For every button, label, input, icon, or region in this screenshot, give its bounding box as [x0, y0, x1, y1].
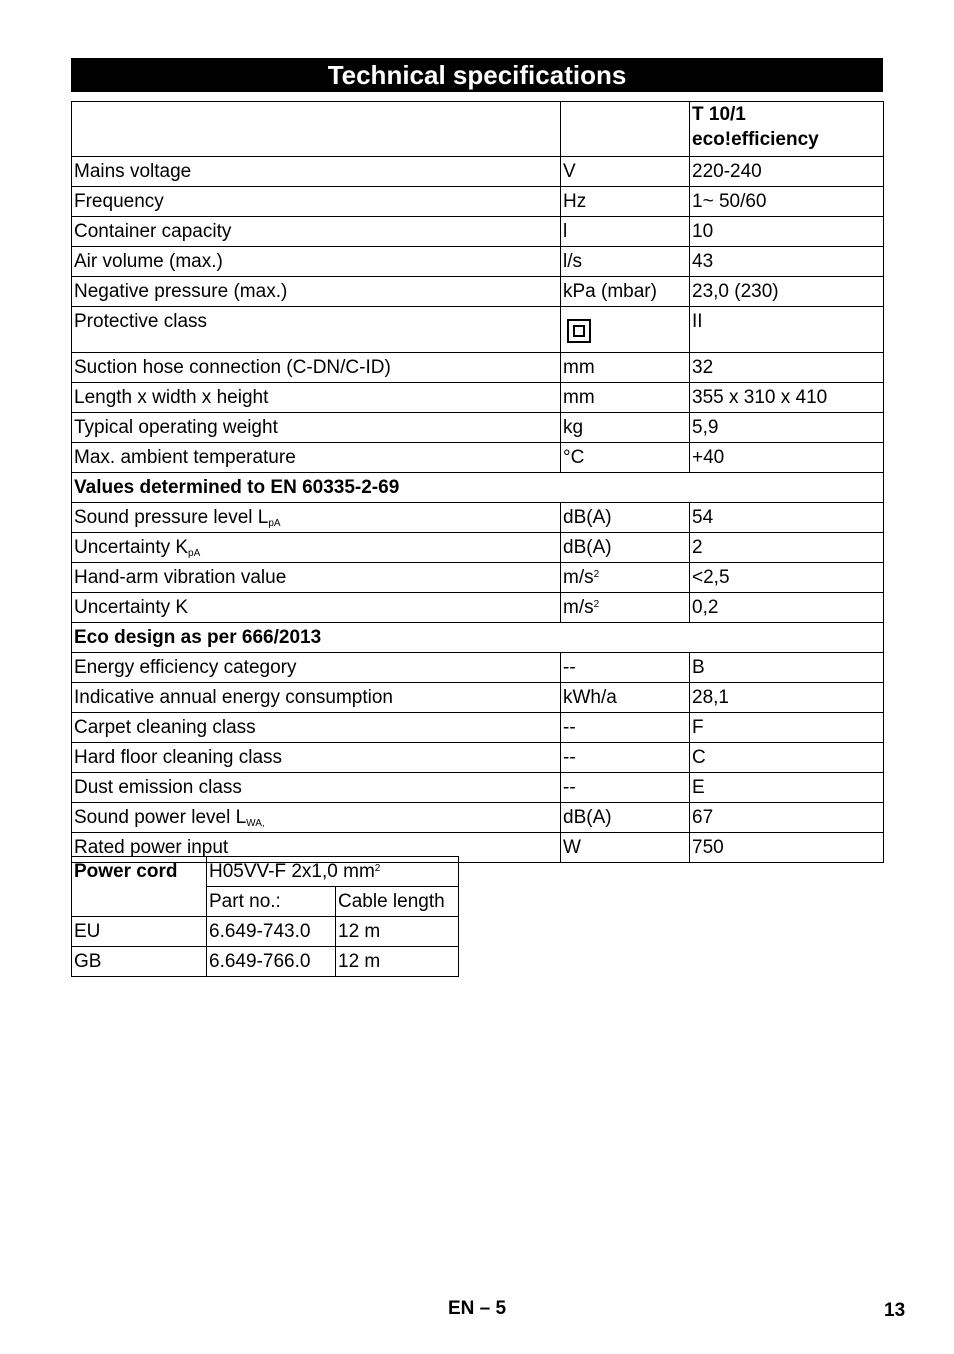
row-label: Max. ambient temperature [72, 443, 561, 473]
row-unit: -- [561, 773, 690, 803]
table-row [72, 653, 884, 683]
part-cell: 6.649-743.0 [207, 917, 336, 947]
row-value: <2,5 [690, 563, 884, 593]
table-row [72, 443, 884, 473]
row-value: 67 [690, 803, 884, 833]
row-label: Uncertainty K [72, 593, 561, 623]
row-unit: -- [561, 653, 690, 683]
table-row [72, 307, 884, 353]
row-label: Protective class [72, 307, 561, 353]
power-cord-table [71, 856, 459, 977]
row-label: Rated power input [72, 833, 561, 863]
row-label: Frequency [72, 187, 561, 217]
row-label [72, 533, 561, 563]
table-row [72, 593, 884, 623]
row-unit [561, 563, 690, 593]
row-unit: dB(A) [561, 803, 690, 833]
row-value: E [690, 773, 884, 803]
cord-type-superscript: 2 [374, 863, 381, 874]
table-row [72, 713, 884, 743]
row-label: Mains voltage [72, 157, 561, 187]
table-row [72, 743, 884, 773]
row-value: 355 x 310 x 410 [690, 383, 884, 413]
model-variant: eco!efficiency [692, 129, 819, 150]
row-unit: -- [561, 713, 690, 743]
row-label: Hard floor cleaning class [72, 743, 561, 773]
table-row [72, 773, 884, 803]
table-row [72, 917, 459, 947]
row-unit: kPa (mbar) [561, 277, 690, 307]
col-header-part: Part no.: [207, 887, 336, 917]
table-row [72, 353, 884, 383]
row-value: 5,9 [690, 413, 884, 443]
row-value: 220-240 [690, 157, 884, 187]
row-unit: mm [561, 383, 690, 413]
row-value: 750 [690, 833, 884, 863]
footer-section-label: EN – 5 [448, 1298, 507, 1319]
region-cell: GB [72, 947, 207, 977]
row-value: 2 [690, 533, 884, 563]
row-label: Energy efficiency category [72, 653, 561, 683]
row-unit: W [561, 833, 690, 863]
row-value: 0,2 [690, 593, 884, 623]
row-label: Indicative annual energy consumption [72, 683, 561, 713]
table-row [72, 947, 459, 977]
label-text: Sound power level L [74, 807, 247, 828]
row-value: C [690, 743, 884, 773]
row-label: Container capacity [72, 217, 561, 247]
header-empty-cell [561, 102, 690, 157]
unit-text: m/s [563, 567, 594, 588]
table-row [72, 413, 884, 443]
row-value: 1~ 50/60 [690, 187, 884, 217]
table-row [72, 533, 884, 563]
row-unit: l [561, 217, 690, 247]
region-cell: EU [72, 917, 207, 947]
col-header-length: Cable length [336, 887, 459, 917]
section-heading: Values determined to EN 60335-2-69 [72, 473, 884, 503]
section-heading: Eco design as per 666/2013 [72, 623, 884, 653]
row-value: F [690, 713, 884, 743]
row-value: II [690, 307, 884, 353]
row-value: 54 [690, 503, 884, 533]
row-unit: mm [561, 353, 690, 383]
section-row [72, 473, 884, 503]
label-subscript: pA [268, 518, 281, 529]
table-row [72, 383, 884, 413]
page-number: 13 [884, 1300, 906, 1321]
row-unit: V [561, 157, 690, 187]
header-empty-cell [72, 102, 561, 157]
table-row [72, 683, 884, 713]
row-label: Air volume (max.) [72, 247, 561, 277]
row-unit: °C [561, 443, 690, 473]
part-cell: 6.649-766.0 [207, 947, 336, 977]
length-cell: 12 m [336, 917, 459, 947]
unit-superscript: 2 [593, 569, 600, 580]
unit-superscript: 2 [593, 599, 600, 610]
row-unit: dB(A) [561, 503, 690, 533]
row-label: Typical operating weight [72, 413, 561, 443]
table-header-row [72, 102, 884, 157]
row-label: Negative pressure (max.) [72, 277, 561, 307]
table-row [72, 503, 884, 533]
row-unit: Hz [561, 187, 690, 217]
row-value: +40 [690, 443, 884, 473]
model-header [690, 102, 884, 157]
table-row [72, 563, 884, 593]
row-unit: dB(A) [561, 533, 690, 563]
row-label: Suction hose connection (C-DN/C-ID) [72, 353, 561, 383]
protective-class-ii-icon [567, 319, 591, 343]
spec-table [71, 101, 884, 863]
row-unit: kg [561, 413, 690, 443]
length-cell: 12 m [336, 947, 459, 977]
row-value: 23,0 (230) [690, 277, 884, 307]
row-unit: l/s [561, 247, 690, 277]
power-cord-label: Power cord [72, 857, 207, 917]
row-unit [561, 307, 690, 353]
table-row [72, 277, 884, 307]
label-text: Sound pressure level L [74, 507, 269, 528]
row-label [72, 503, 561, 533]
row-label: Hand-arm vibration value [72, 563, 561, 593]
section-row [72, 623, 884, 653]
unit-text: m/s [563, 597, 594, 618]
row-unit: -- [561, 743, 690, 773]
row-unit [561, 593, 690, 623]
table-row [72, 157, 884, 187]
row-label [72, 803, 561, 833]
power-cord-type [207, 857, 459, 887]
row-value: 43 [690, 247, 884, 277]
table-row [72, 187, 884, 217]
row-label: Length x width x height [72, 383, 561, 413]
label-subscript: pA [188, 548, 201, 559]
label-text: Uncertainty K [74, 537, 189, 558]
table-row [72, 857, 459, 887]
row-unit: kWh/a [561, 683, 690, 713]
row-label: Dust emission class [72, 773, 561, 803]
table-row [72, 803, 884, 833]
table-row [72, 247, 884, 277]
cord-type-text: H05VV-F 2x1,0 mm [209, 861, 375, 882]
row-value: B [690, 653, 884, 683]
table-row [72, 217, 884, 247]
model-name: T 10/1 [692, 104, 746, 125]
row-value: 32 [690, 353, 884, 383]
page-title: Technical specifications [71, 58, 883, 92]
row-label: Carpet cleaning class [72, 713, 561, 743]
row-value: 28,1 [690, 683, 884, 713]
label-subscript: WA, [246, 818, 265, 829]
row-value: 10 [690, 217, 884, 247]
